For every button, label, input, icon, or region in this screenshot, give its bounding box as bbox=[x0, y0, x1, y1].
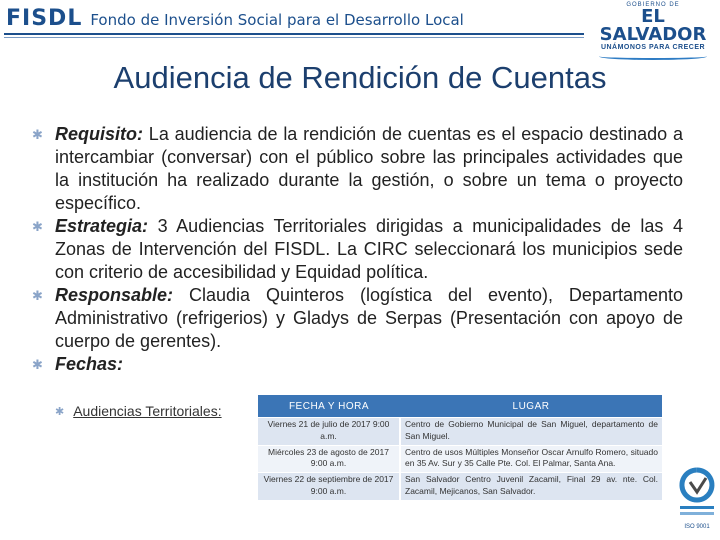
bullet-label: Fechas: bbox=[55, 354, 124, 374]
gov-logo-top: GOBIERNO DE bbox=[626, 2, 680, 8]
bullet-responsable bbox=[32, 284, 683, 353]
bullet-fechas bbox=[32, 353, 683, 376]
header bbox=[0, 0, 720, 60]
bullet-icon: ✱ bbox=[32, 288, 43, 303]
fisdl-logo bbox=[6, 6, 464, 31]
slide-title: Audiencia de Rendición de Cuentas bbox=[113, 60, 607, 95]
schedule-table bbox=[258, 395, 662, 500]
iso-certification-badge bbox=[676, 466, 718, 536]
sub-bullet-audiencias bbox=[55, 403, 222, 419]
bullet-text: La audiencia de la rendición de cuentas es el espacio destinado a intercambiar (conversar) con el público sobre las principales actividades que la institución ha realizado durante la gestión, o sobre un tema o proyecto específico. bbox=[55, 124, 683, 213]
gov-logo-slogan: UNÁMONOS PARA CRECER bbox=[600, 44, 706, 51]
bullet-label: Estrategia: bbox=[55, 216, 149, 236]
bullet-icon: ✱ bbox=[32, 219, 43, 234]
table-row bbox=[258, 473, 662, 500]
fisdl-logo-mark: FISDL bbox=[6, 6, 83, 31]
header-lugar: LUGAR bbox=[400, 395, 662, 418]
table-row bbox=[258, 445, 662, 473]
bullet-icon: ✱ bbox=[32, 357, 43, 372]
cell-fecha: Viernes 22 de septiembre de 2017 9:00 a.m. bbox=[258, 473, 400, 500]
iso-check-icon bbox=[690, 478, 706, 492]
table-row bbox=[258, 418, 662, 446]
header-divider bbox=[4, 33, 584, 35]
bullet-icon: ✱ bbox=[32, 127, 43, 142]
gov-logo-main: EL SALVADOR bbox=[599, 6, 707, 45]
gobierno-el-salvador-logo bbox=[592, 2, 714, 52]
iso-ring-icon bbox=[682, 470, 712, 500]
bullet-label: Responsable: bbox=[55, 285, 174, 305]
schedule-header-row bbox=[258, 395, 662, 418]
cell-lugar: San Salvador Centro Juvenil Zacamil, Final 29 av. nte. Col. Zacamil, Mejicanos, San Salvador. bbox=[400, 473, 662, 500]
bullet-list bbox=[32, 123, 683, 376]
gov-logo-swoosh bbox=[599, 53, 707, 60]
cell-lugar: Centro de Gobierno Municipal de San Miguel, departamento de San Miguel. bbox=[400, 418, 662, 446]
bullet-text: Claudia Quinteros (logística del evento), Departamento Administrativo (refrigerios) y Gladys de Serpas (Presentación con apoyo de cuerpo de gerentes). bbox=[55, 285, 683, 351]
sub-bullet-icon: ✱ bbox=[55, 405, 65, 418]
iso-bar bbox=[680, 512, 714, 515]
sub-bullet-text: Audiencias Territoriales: bbox=[73, 403, 222, 419]
cell-fecha: Miércoles 23 de agosto de 2017 9:00 a.m. bbox=[258, 445, 400, 473]
iso-standard-label: ISO 9001 bbox=[684, 524, 710, 530]
header-fecha-hora: FECHA Y HORA bbox=[258, 395, 400, 418]
cell-lugar: Centro de usos Múltiples Monseñor Oscar Arnulfo Romero, situado en 35 Av. Sur y 35 Calle Pte. Col. El Palmar, Santa Ana. bbox=[400, 445, 662, 473]
iso-bar bbox=[680, 506, 714, 509]
header-divider-thin bbox=[4, 37, 584, 38]
bullet-text: 3 Audiencias Territoriales dirigidas a municipalidades de las 4 Zonas de Intervención del FISDL. La CIRC seleccionará los municipios sede con criterio de accesibilidad y Equidad política. bbox=[55, 216, 683, 282]
bullet-estrategia bbox=[32, 215, 683, 284]
fisdl-logo-tagline: Fondo de Inversión Social para el Desarrollo Local bbox=[90, 11, 464, 29]
cell-fecha: Viernes 21 de julio de 2017 9:00 a.m. bbox=[258, 418, 400, 446]
bullet-label: Requisito: bbox=[55, 124, 143, 144]
bullet-requisito bbox=[32, 123, 683, 215]
